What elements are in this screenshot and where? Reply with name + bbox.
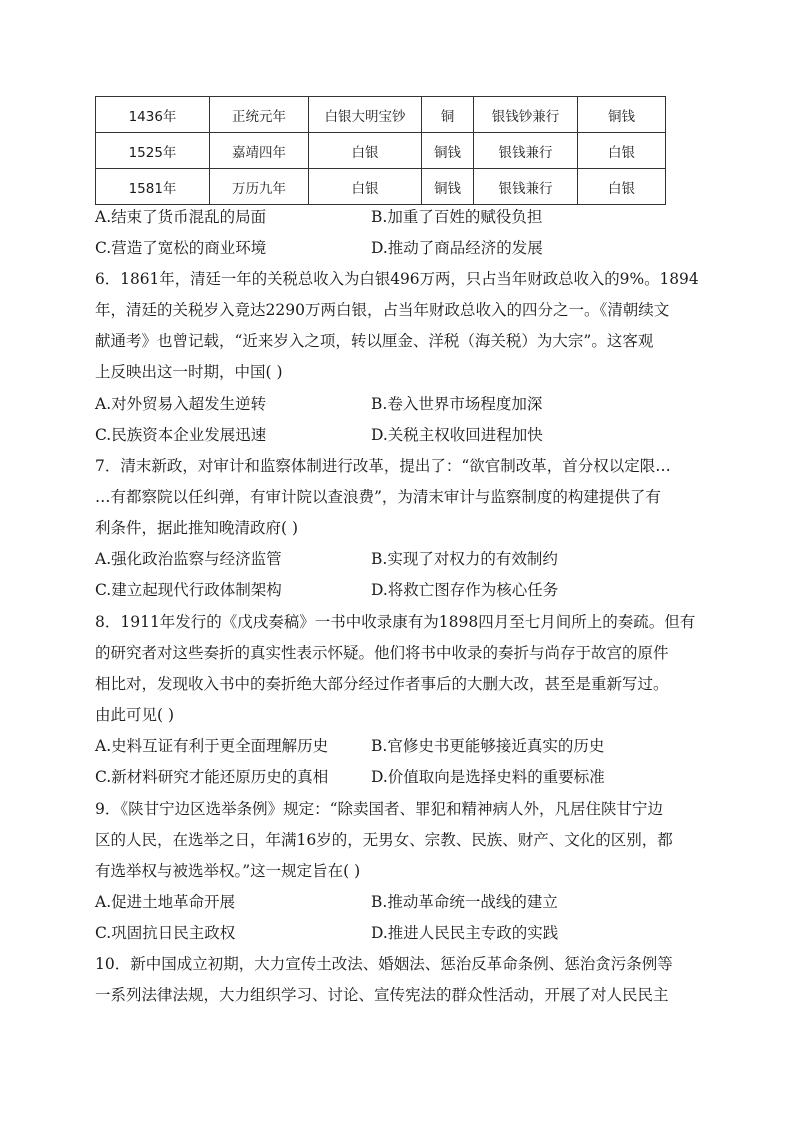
table-cell: 白银 — [309, 169, 422, 205]
table-cell: 白银 — [578, 133, 666, 169]
table-cell: 1525年 — [96, 133, 210, 169]
q8-option-d: D.价值取向是选择史料的重要标准 — [371, 768, 605, 786]
table-cell: 正统元年 — [210, 97, 309, 133]
table-cell: 1436年 — [96, 97, 210, 133]
q9-option-d: D.推进人民民主专政的实践 — [371, 924, 559, 942]
table-row — [96, 169, 666, 205]
q7-stem-line: 7．清末新政，对审计和监察体制进行改革，提出了：“欲官制改革，首分权以定限… — [95, 457, 671, 475]
q10-stem-line: 10．新中国成立初期，大力宣传土改法、婚姻法、惩治反革命条例、惩治贪污条例等 — [95, 955, 673, 973]
q8-option-b: B.官修史书更能够接近真实的历史 — [371, 737, 605, 755]
q8-stem-line: 由此可见( ) — [95, 706, 175, 724]
table-cell: 铜 — [422, 97, 474, 133]
q6-option-c: C.民族资本企业发展迅速 — [95, 426, 267, 444]
q9-option-b: B.推动革命统一战线的建立 — [371, 893, 558, 911]
table-cell: 铜钱 — [578, 97, 666, 133]
table-cell: 1581年 — [96, 169, 210, 205]
q7-option-d: D.将救亡图存作为核心任务 — [371, 581, 559, 599]
q8-stem-line: 的研究者对这些奏折的真实性表示怀疑。他们将书中收录的奏折与尚存于故宫的原件 — [95, 644, 669, 662]
q6-option-b: B.卷入世界市场程度加深 — [371, 395, 543, 413]
q10-stem-line: 一系列法律法规，大力组织学习、讨论、宣传宪法的群众性活动，开展了对人民民主 — [95, 986, 669, 1004]
table-cell: 铜钱 — [422, 133, 474, 169]
q6-stem-line: 上反映出这一时期，中国( ) — [95, 363, 283, 381]
q6-stem-line: 年，清廷的关税岁入竟达2290万两白银，占当年财政总收入的四分之一。《清朝续文 — [95, 301, 670, 319]
table-cell: 铜钱 — [422, 169, 474, 205]
q8-stem-line: 8．1911年发行的《戊戌奏稿》一书中收录康有为1898四月至七月间所上的奏疏。但有 — [95, 613, 696, 631]
q7-stem-line: …有都察院以任纠弹，有审计院以查浪费”，为清末审计与监察制度的构建提供了有 — [95, 488, 661, 506]
q5-option-b: B.加重了百姓的赋役负担 — [371, 208, 543, 226]
q5-option-c: C.营造了宽松的商业环境 — [95, 239, 267, 257]
q7-option-a: A.强化政治监察与经济监管 — [95, 550, 282, 568]
q8-option-a: A.史料互证有利于更全面理解历史 — [95, 737, 329, 755]
table-cell: 白银 — [578, 169, 666, 205]
q6-stem-line: 献通考》也曾记载，“近来岁入之项，转以厘金、洋税（海关税）为大宗”。这客观 — [95, 332, 654, 350]
q9-option-a: A.促进土地革命开展 — [95, 893, 236, 911]
q5-option-a: A.结束了货币混乱的局面 — [95, 208, 267, 226]
table-cell: 银钱兼行 — [474, 169, 578, 205]
q8-stem-line: 相比对，发现收入书中的奏折绝大部分经过作者事后的大删大改，甚至是重新写过。 — [95, 675, 669, 693]
table-cell: 白银大明宝钞 — [309, 97, 422, 133]
q6-option-a: A.对外贸易入超发生逆转 — [95, 395, 267, 413]
table-cell: 万历九年 — [210, 169, 309, 205]
currency-table — [95, 96, 666, 205]
table-cell: 嘉靖四年 — [210, 133, 309, 169]
q7-option-b: B.实现了对权力的有效制约 — [371, 550, 558, 568]
table-cell: 银钱钞兼行 — [474, 97, 578, 133]
q8-option-c: C.新材料研究才能还原历史的真相 — [95, 768, 329, 786]
table-row — [96, 133, 666, 169]
q9-stem-line: 区的人民，在选举之日，年满16岁的，无男女、宗教、民族、财产、文化的区别，都 — [95, 831, 673, 849]
q5-option-d: D.推动了商品经济的发展 — [371, 239, 543, 257]
q9-stem-line: 9．《陕甘宁边区选举条例》规定：“除卖国者、罪犯和精神病人外，凡居住陕甘宁边 — [95, 800, 664, 818]
q6-option-d: D.关税主权收回进程加快 — [371, 426, 543, 444]
table-cell: 白银 — [309, 133, 422, 169]
q9-stem-line: 有选举权与被选举权。”这一规定旨在( ) — [95, 862, 361, 880]
q7-stem-line: 利条件，据此推知晚清政府( ) — [95, 519, 299, 537]
table-cell: 银钱兼行 — [474, 133, 578, 169]
q7-option-c: C.建立起现代行政体制架构 — [95, 581, 282, 599]
table-row — [96, 97, 666, 133]
q6-stem-line: 6．1861年，清廷一年的关税总收入为白银496万两，只占当年财政总收入的9%。1894 — [95, 270, 699, 288]
q9-option-c: C.巩固抗日民主政权 — [95, 924, 236, 942]
